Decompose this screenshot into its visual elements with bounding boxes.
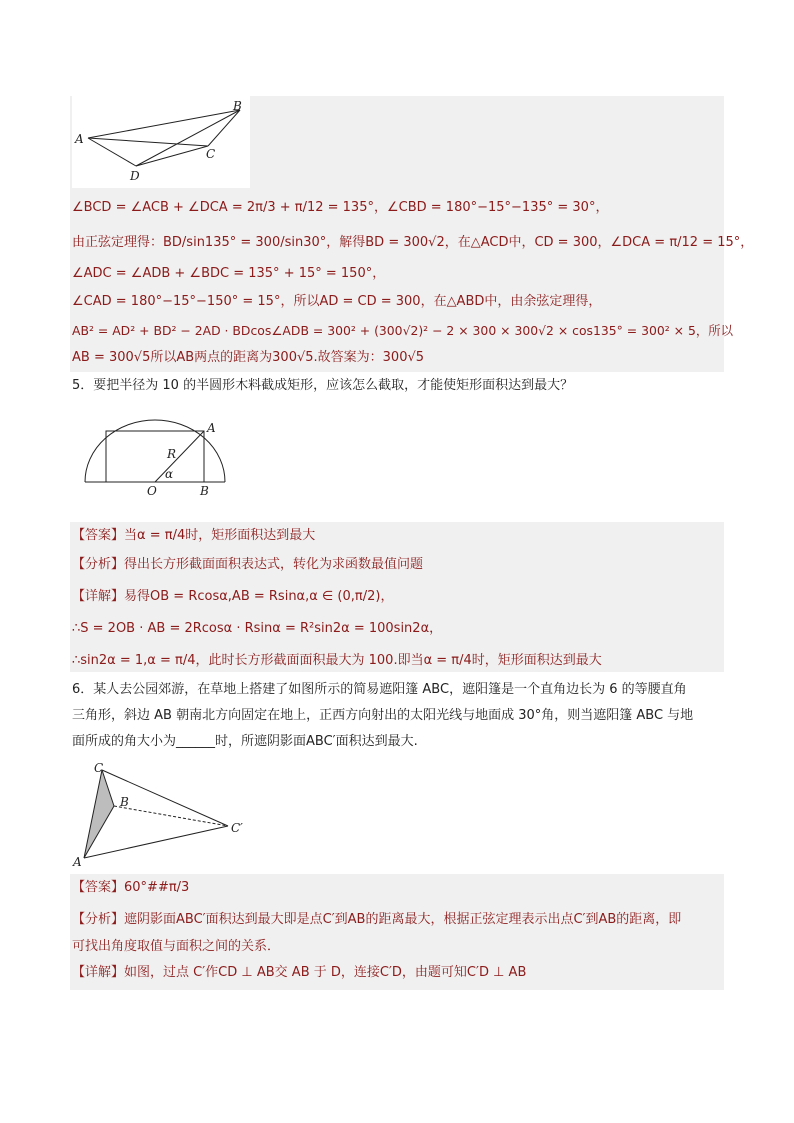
figure-abcd — [72, 96, 250, 188]
solution-4-line-1: ∠BCD = ∠ACB + ∠DCA = 2π/3 + π/12 = 135°，∠CBD = 180°−15°−135° = 30°， — [72, 200, 609, 215]
label-D: D — [130, 169, 140, 183]
detail-text: 如图，过点 C′作CD ⊥ AB交 AB 于 D，连接C′D，由题可知C′D ⊥ AB — [124, 965, 527, 980]
label-C: C — [94, 761, 104, 775]
label-R: R — [167, 447, 177, 461]
solution-4-line-2: 由正弦定理得：BD/sin135° = 300/sin30°，解得BD = 300√2，在△ACD中，CD = 300，∠DCA = π/12 = 15°， — [72, 235, 754, 250]
detail-5-line-1 — [72, 587, 393, 607]
label-A: A — [73, 855, 82, 869]
answer-5-line — [72, 526, 315, 546]
analysis-text: 得出长方形截面面积表达式，转化为求函数最值问题 — [124, 557, 424, 572]
question-6-line-2: 三角形，斜边 AB 朝南北方向固定在地上，正西方向射出的太阳光线与地面成 30°角，则当遮阳篷 ABC 与地 — [72, 708, 694, 723]
detail-tag: 【详解】 — [72, 965, 125, 980]
question-6-line-1: 6．某人去公园郊游，在草地上搭建了如图所示的简易遮阳篷 ABC，遮阳篷是一个直角边长为 6 的等腰直角 — [72, 682, 687, 697]
solution-4-line-4: ∠CAD = 180°−15°−150° = 15°，所以AD = CD = 300，在△ABD中，由余弦定理得， — [72, 294, 602, 309]
analysis-text-1: 遮阴影面ABC′面积达到最大即是点C′到AB的距离最大，根据正弦定理表示出点C′到AB的距离，即 — [124, 912, 682, 927]
solution-4-line-6: AB = 300√5所以AB两点的距离为300√5.故答案为：300√5 — [72, 350, 425, 365]
label-C: C — [206, 147, 216, 161]
figure-semicircle — [80, 415, 230, 501]
label-A: A — [207, 421, 216, 435]
solution-4-line-5: AB² = AD² + BD² − 2AD · BDcos∠ADB = 300² + (300√2)² − 2 × 300 × 300√2 × cos135° = 300² × 5，所以 — [72, 323, 734, 338]
label-B: B — [233, 99, 242, 113]
detail-5-line-3: ∴sin2α = 1,α = π/4，此时长方形截面面积最大为 100.即当α = π/4时，矩形面积达到最大 — [72, 653, 602, 668]
label-alpha: α — [165, 467, 174, 481]
analysis-6-line-2: 可找出角度取值与面积之间的关系． — [72, 939, 281, 954]
detail-tag: 【详解】 — [72, 589, 125, 604]
label-O: O — [147, 484, 157, 498]
question-6-line-3: 面所成的角大小为______时，所遮阴影面ABC′面积达到最大. — [72, 734, 418, 749]
analysis-5-line — [72, 555, 423, 575]
answer-text: 当α = π/4时，矩形面积达到最大 — [124, 528, 316, 543]
analysis-tag: 【分析】 — [72, 912, 125, 927]
solution-4-line-3: ∠ADC = ∠ADB + ∠BDC = 135° + 15° = 150°， — [72, 266, 386, 281]
analysis-tag: 【分析】 — [72, 557, 125, 572]
answer-tag: 【答案】 — [72, 528, 125, 543]
analysis-6-line-1 — [72, 910, 681, 930]
answer-tag: 【答案】 — [72, 880, 125, 895]
label-B: B — [120, 795, 129, 809]
label-C-prime: C′ — [231, 821, 243, 835]
detail-text-1: 易得OB = Rcosα,AB = Rsinα,α ∈ (0,π/2)， — [124, 589, 394, 604]
figure-sunshade — [72, 758, 252, 870]
answer-6-line — [72, 878, 189, 898]
label-A: A — [75, 132, 84, 146]
answer-text: 60°##π/3 — [124, 880, 190, 895]
question-5-text: 5．要把半径为 10 的半圆形木料截成矩形，应该怎么截取，才能使矩形面积达到最大？ — [72, 378, 574, 393]
detail-6-line — [72, 963, 526, 983]
label-B: B — [200, 484, 209, 498]
detail-5-line-2: ∴S = 2OB · AB = 2Rcosα · Rsinα = R²sin2α = 100sin2α， — [72, 621, 443, 636]
